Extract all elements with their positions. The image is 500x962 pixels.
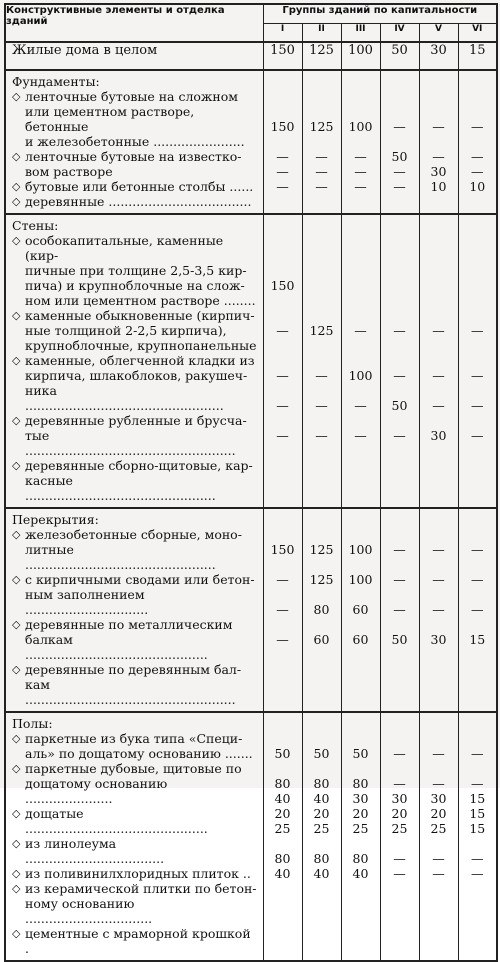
table-cell-value: 100 <box>348 542 373 557</box>
group-values-column <box>263 214 302 508</box>
item-text-line: и железобетонные ....................... <box>25 134 245 149</box>
item-text-line: литные ................................................ <box>25 542 216 572</box>
table-cell-value: 80 <box>313 776 330 791</box>
table-cell-value: — <box>393 602 406 617</box>
table-cell-value: — <box>393 164 406 179</box>
list-item <box>12 233 259 308</box>
table-cell-value: — <box>276 164 289 179</box>
table-cell-value: 20 <box>274 806 291 821</box>
group-values-column <box>302 508 341 712</box>
table-cell-value <box>459 278 497 293</box>
table-cell-value: 25 <box>313 821 330 836</box>
table-cell-value: — <box>354 164 367 179</box>
elements-column-header: Конструктивные элементы и отделка зданий <box>5 4 263 42</box>
diamond-bullet-icon: ◇ <box>12 309 21 322</box>
table-cell-value: 150 <box>270 542 295 557</box>
group-number-6: VI <box>458 23 497 42</box>
table-cell-value: — <box>471 368 484 383</box>
section-labels <box>5 508 263 712</box>
summary-row <box>5 42 497 70</box>
table-cell-value: — <box>276 572 289 587</box>
group-values-column <box>380 214 419 508</box>
group-values-column <box>263 70 302 214</box>
item-text-line: цементные с мраморной крошкой . <box>25 926 251 956</box>
group-number-3: III <box>341 23 380 42</box>
table-cell-value: — <box>276 323 289 338</box>
table-cell-value: — <box>393 542 406 557</box>
table-cell-value: 100 <box>348 368 373 383</box>
diamond-bullet-icon: ◇ <box>12 837 21 850</box>
group-number-5: V <box>419 23 458 42</box>
summary-value: 15 <box>458 42 497 70</box>
table-cell-value: 30 <box>352 791 369 806</box>
list-item <box>12 881 259 926</box>
item-text-line: деревянные сборно-щитовые, кар- <box>25 458 253 473</box>
table-cell-value: 40 <box>313 791 330 806</box>
item-text-line: ным заполнением ............................... <box>25 587 149 617</box>
summary-value: 100 <box>341 42 380 70</box>
table-cell-value: — <box>393 776 406 791</box>
table-cell-value: 25 <box>352 821 369 836</box>
table-cell-value: — <box>471 428 484 443</box>
item-text-line: касные ................................................ <box>25 473 216 503</box>
table-cell-value: — <box>276 428 289 443</box>
diamond-bullet-icon: ◇ <box>12 663 21 676</box>
groups-column-header: Группы зданий по капитальности <box>263 4 497 23</box>
table-cell-value: — <box>315 398 328 413</box>
item-text-line: из поливинилхлоридных плиток .. <box>25 866 251 881</box>
table-cell-value: — <box>354 398 367 413</box>
table-cell-value: — <box>432 368 445 383</box>
table-cell-value: 80 <box>313 851 330 866</box>
item-text-line: балкам .............................................. <box>25 632 208 662</box>
list-item <box>12 617 259 662</box>
table-cell-value: — <box>432 149 445 164</box>
section-labels <box>5 214 263 508</box>
item-text-line: ном или цементном растворе ........ <box>25 293 256 308</box>
table-cell-value: — <box>432 542 445 557</box>
item-text-line: ленточные бутовые на известко- <box>25 149 242 164</box>
table-cell-value: 50 <box>391 398 408 413</box>
section-labels <box>5 712 263 961</box>
table-cell-value: — <box>471 119 484 134</box>
diamond-bullet-icon: ◇ <box>12 618 21 631</box>
table-cell-value: — <box>471 542 484 557</box>
table-cell-value <box>381 278 419 293</box>
table-cell-value: — <box>471 776 484 791</box>
diamond-bullet-icon: ◇ <box>12 573 21 586</box>
list-item <box>12 458 259 503</box>
table-cell-value: — <box>393 746 406 761</box>
table-cell-value: 15 <box>469 791 486 806</box>
item-text-line: дощатому основанию ...................... <box>25 776 168 806</box>
table-cell-value: — <box>471 572 484 587</box>
table-cell-value: 50 <box>391 632 408 647</box>
group-values-column <box>458 712 497 961</box>
table-cell-value: — <box>393 866 406 881</box>
table-cell-value: 150 <box>270 278 295 293</box>
group-number-4: IV <box>380 23 419 42</box>
diamond-bullet-icon: ◇ <box>12 762 21 775</box>
table-cell-value: — <box>315 164 328 179</box>
table-cell-value: — <box>276 149 289 164</box>
group-values-column <box>341 70 380 214</box>
diamond-bullet-icon: ◇ <box>12 927 21 940</box>
item-text-line: каменные, облегченной кладки из <box>25 353 255 368</box>
table-cell-value: 30 <box>430 164 447 179</box>
item-text-line: пичные при толщине 2,5-3,5 кир- <box>25 263 247 278</box>
table-cell-value: — <box>276 368 289 383</box>
table-cell-value: — <box>471 851 484 866</box>
section-title: Стены: <box>12 218 59 233</box>
table-cell-value: — <box>393 179 406 194</box>
item-text-line: ленточные бутовые на сложном <box>25 89 239 104</box>
table-cell-value <box>420 278 458 293</box>
group-values-column <box>419 712 458 961</box>
list-item <box>12 194 259 209</box>
table-cell-value: 80 <box>313 602 330 617</box>
section-title: Фундаменты: <box>12 74 100 89</box>
table-cell-value: 125 <box>309 542 334 557</box>
list-item <box>12 308 259 353</box>
list-item <box>12 662 259 707</box>
diamond-bullet-icon: ◇ <box>12 807 21 820</box>
list-item <box>12 806 259 836</box>
table-cell-value: — <box>315 149 328 164</box>
diamond-bullet-icon: ◇ <box>12 234 21 247</box>
list-item <box>12 572 259 617</box>
table-cell-value: — <box>471 866 484 881</box>
group-number-1: I <box>263 23 302 42</box>
table-cell-value: 20 <box>391 806 408 821</box>
item-text-line: деревянные по деревянным бал- <box>25 662 242 677</box>
section-row <box>5 508 497 712</box>
summary-label: Жилые дома в целом <box>5 42 263 70</box>
section-row <box>5 214 497 508</box>
group-values-column <box>263 508 302 712</box>
group-values-column <box>419 70 458 214</box>
group-values-column <box>458 214 497 508</box>
item-text-line: с кирпичными сводами или бетон- <box>25 572 255 587</box>
table-cell-value: — <box>471 149 484 164</box>
item-text-line: бутовые или бетонные столбы ...... <box>25 179 254 194</box>
group-values-column <box>458 508 497 712</box>
table-cell-value: 80 <box>352 851 369 866</box>
table-cell-value: 50 <box>352 746 369 761</box>
item-text-line: из линолеума ................................... <box>25 836 165 866</box>
list-item <box>12 413 259 458</box>
table-cell-value: 40 <box>274 791 291 806</box>
section-row <box>5 70 497 214</box>
item-text-line: крупноблочные, крупнопанельные <box>25 338 257 353</box>
table-cell-value: 125 <box>309 323 334 338</box>
group-values-column <box>458 70 497 214</box>
table-cell-value: 15 <box>469 806 486 821</box>
diamond-bullet-icon: ◇ <box>12 882 21 895</box>
item-text-line: дощатые .............................................. <box>25 806 208 836</box>
list-item <box>12 866 259 881</box>
table-cell-value: 40 <box>274 866 291 881</box>
table-cell-value: 25 <box>391 821 408 836</box>
table-cell-value: — <box>471 323 484 338</box>
table-cell-value: — <box>315 428 328 443</box>
list-item <box>12 527 259 572</box>
list-item <box>12 926 259 956</box>
table-cell-value: 40 <box>352 866 369 881</box>
table-cell-value: — <box>432 398 445 413</box>
item-text-line: каменные обыкновенные (кирпич- <box>25 308 255 323</box>
diamond-bullet-icon: ◇ <box>12 90 21 103</box>
table-cell-value: — <box>354 149 367 164</box>
table-cell-value: — <box>276 398 289 413</box>
table-cell-value <box>303 278 341 293</box>
table-cell-value: — <box>432 746 445 761</box>
list-item <box>12 149 259 179</box>
group-values-column <box>302 214 341 508</box>
item-text-line: из керамической плитки по бетон- <box>25 881 257 896</box>
table-cell-value: — <box>393 323 406 338</box>
item-text-line: или цементном растворе, бетонные <box>25 104 195 134</box>
group-values-column <box>302 712 341 961</box>
table-cell-value: — <box>471 602 484 617</box>
table-cell-value: — <box>432 323 445 338</box>
item-text-line: кирпича, шлакоблоков, ракушеч- <box>25 368 248 383</box>
summary-value: 150 <box>263 42 302 70</box>
group-values-column <box>341 508 380 712</box>
table-cell-value: — <box>432 119 445 134</box>
group-values-column <box>263 712 302 961</box>
capital-groups-table <box>4 3 498 962</box>
list-item <box>12 761 259 806</box>
table-cell-value: — <box>471 398 484 413</box>
table-cell-value: 80 <box>274 776 291 791</box>
table-cell-value: — <box>432 572 445 587</box>
list-item <box>12 179 259 194</box>
table-cell-value: 10 <box>430 179 447 194</box>
table-cell-value: — <box>276 632 289 647</box>
group-values-column <box>419 508 458 712</box>
table-cell-value: 25 <box>430 821 447 836</box>
diamond-bullet-icon: ◇ <box>12 354 21 367</box>
item-text-line: пича) и крупноблочные на слож- <box>25 278 245 293</box>
summary-value: 50 <box>380 42 419 70</box>
table-cell-value: 80 <box>274 851 291 866</box>
table-cell-value: 100 <box>348 572 373 587</box>
group-values-column <box>380 508 419 712</box>
group-number-2: II <box>302 23 341 42</box>
table-cell-value: — <box>393 572 406 587</box>
item-text-line: паркетные из бука типа «Специ- <box>25 731 243 746</box>
item-text-line: аль» по дощатому основанию ....... <box>25 746 253 761</box>
item-text-line: железобетонные сборные, моно- <box>25 527 242 542</box>
table-cell-value: — <box>315 179 328 194</box>
diamond-bullet-icon: ◇ <box>12 150 21 163</box>
section-title: Перекрытия: <box>12 512 99 527</box>
section-title: Полы: <box>12 716 53 731</box>
table-cell-value: 30 <box>391 791 408 806</box>
item-text-line: деревянные рубленные и брусча- <box>25 413 247 428</box>
table-cell-value: — <box>354 323 367 338</box>
group-values-column <box>341 214 380 508</box>
table-cell-value: 20 <box>313 806 330 821</box>
table-cell-value <box>342 278 380 293</box>
table-cell-value: — <box>432 776 445 791</box>
group-values-column <box>302 70 341 214</box>
table-cell-value: 20 <box>352 806 369 821</box>
table-cell-value: — <box>432 851 445 866</box>
summary-value: 125 <box>302 42 341 70</box>
list-item <box>12 353 259 413</box>
table-cell-value: 150 <box>270 119 295 134</box>
table-cell-value: 125 <box>309 119 334 134</box>
table-cell-value: 50 <box>274 746 291 761</box>
table-cell-value: — <box>354 179 367 194</box>
item-text-line: вом растворе <box>25 164 113 179</box>
diamond-bullet-icon: ◇ <box>12 459 21 472</box>
diamond-bullet-icon: ◇ <box>12 414 21 427</box>
diamond-bullet-icon: ◇ <box>12 732 21 745</box>
table-cell-value: 40 <box>313 866 330 881</box>
item-text-line: ному основанию ................................ <box>25 896 153 926</box>
table-cell-value: 60 <box>352 632 369 647</box>
table-cell-value: — <box>393 851 406 866</box>
diamond-bullet-icon: ◇ <box>12 180 21 193</box>
table-cell-value: 15 <box>469 821 486 836</box>
table-cell-value: — <box>276 602 289 617</box>
table-cell-value: — <box>393 428 406 443</box>
item-text-line: кам ..................................................... <box>25 677 236 707</box>
group-values-column <box>380 70 419 214</box>
group-values-column <box>419 214 458 508</box>
section-row <box>5 712 497 961</box>
table-cell-value: 25 <box>274 821 291 836</box>
list-item <box>12 836 259 866</box>
summary-value: 30 <box>419 42 458 70</box>
table-cell-value: — <box>276 179 289 194</box>
item-text-line: ника .................................................. <box>25 383 224 413</box>
table-cell-value: 100 <box>348 119 373 134</box>
table-cell-value: 30 <box>430 428 447 443</box>
list-item <box>12 89 259 149</box>
group-values-column <box>380 712 419 961</box>
table-cell-value: 60 <box>313 632 330 647</box>
table-cell-value: 80 <box>352 776 369 791</box>
table-cell-value: — <box>471 164 484 179</box>
table-cell-value: — <box>315 368 328 383</box>
table-cell-value: — <box>354 428 367 443</box>
table-cell-value: 10 <box>469 179 486 194</box>
item-text-line: паркетные дубовые, щитовые по <box>25 761 242 776</box>
table-cell-value: 60 <box>352 602 369 617</box>
table-cell-value: 15 <box>469 632 486 647</box>
item-text-line: ные толщиной 2-2,5 кирпича), <box>25 323 227 338</box>
table-cell-value: — <box>393 368 406 383</box>
table-cell-value: — <box>432 866 445 881</box>
group-values-column <box>341 712 380 961</box>
table-cell-value: 125 <box>309 572 334 587</box>
table-cell-value: — <box>393 119 406 134</box>
table-cell-value: — <box>432 602 445 617</box>
item-text-line: особокапитальные, каменные (кир- <box>25 233 224 263</box>
item-text-line: деревянные .................................... <box>25 194 252 209</box>
diamond-bullet-icon: ◇ <box>12 528 21 541</box>
table-cell-value: 30 <box>430 632 447 647</box>
list-item <box>12 731 259 761</box>
diamond-bullet-icon: ◇ <box>12 867 21 880</box>
table-cell-value: 30 <box>430 791 447 806</box>
table-cell-value: 50 <box>313 746 330 761</box>
diamond-bullet-icon: ◇ <box>12 195 21 208</box>
table-cell-value: — <box>471 746 484 761</box>
section-labels <box>5 70 263 214</box>
table-cell-value: 50 <box>391 149 408 164</box>
table-cell-value: 20 <box>430 806 447 821</box>
item-text-line: деревянные по металлическим <box>25 617 233 632</box>
item-text-line: тые ..................................................... <box>25 428 236 458</box>
